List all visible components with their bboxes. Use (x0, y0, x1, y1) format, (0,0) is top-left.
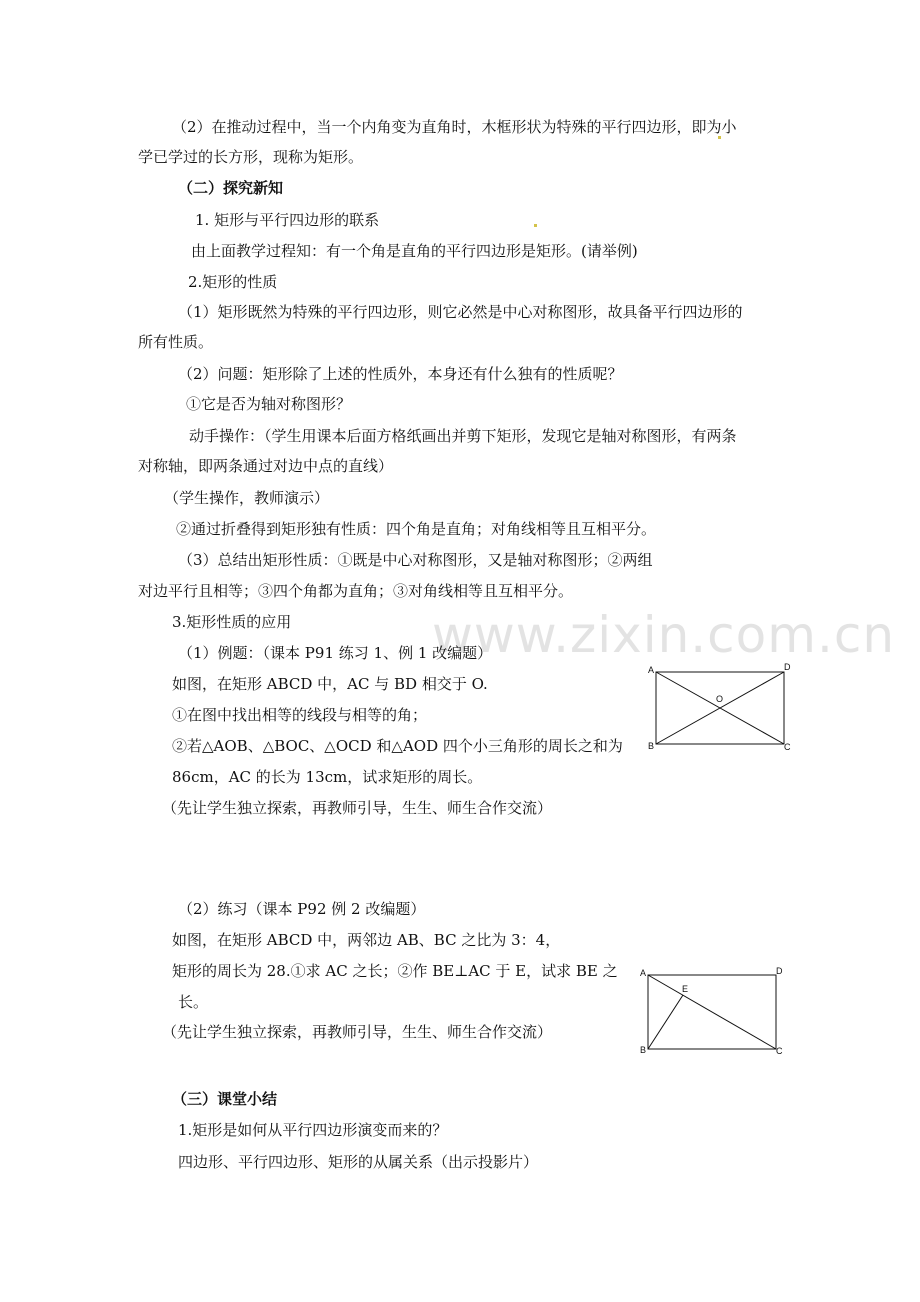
label-o: O (716, 694, 724, 704)
text-line-10: ①它是否为轴对称图形？ (186, 395, 352, 413)
label-a: A (648, 665, 655, 675)
watermark: www.zixin.com.cn (432, 606, 896, 664)
text-line-11: 动手操作：（学生用课本后面方格纸画出并剪下矩形，发现它是轴对称图形，有两条 (189, 427, 737, 445)
label-e: E (682, 984, 689, 994)
text-line-9: （2）问题：矩形除了上述的性质外，本身还有什么独有的性质呢？ (178, 365, 623, 383)
diagonal-ac (648, 975, 776, 1049)
section-heading-explore: （二）探究新知 (178, 179, 284, 197)
rectangle-diagram-1 (644, 660, 794, 756)
text-line-23: （先让学生独立探索，再教师引导，生生、师生合作交流） (162, 799, 553, 817)
text-line-7: （1）矩形既然为特殊的平行四边形，则它必然是中心对称图形，故具备平行四边形的 (178, 303, 743, 321)
text-line-20: ①在图中找出相等的线段与相等的角； (172, 706, 428, 724)
text-line-28: （先让学生独立探索，再教师引导，生生、师生合作交流） (162, 1023, 553, 1041)
text-line-26: 矩形的周长为 28.①求 AC 之长；②作 BE⊥AC 于 E，试求 BE 之 (172, 962, 618, 980)
label-c: C (784, 742, 791, 752)
text-line-4: 1. 矩形与平行四边形的联系 (195, 211, 380, 229)
text-line-8: 所有性质。 (138, 333, 214, 351)
text-line-16: 对边平行且相等；③四个角都为直角；③对角线相等且互相平分。 (138, 582, 574, 600)
text-line-22: 86cm，AC 的长为 13cm，试求矩形的周长。 (172, 768, 483, 786)
text-line-1: （2）在推动过程中，当一个内角变为直角时，木框形状为特殊的平行四边形，即为小 (172, 118, 737, 136)
label-b: B (640, 1045, 647, 1055)
text-line-17: 3.矩形性质的应用 (172, 613, 292, 631)
text-line-13: （学生操作，教师演示） (164, 489, 330, 507)
label-b: B (648, 741, 655, 751)
text-line-15: （3）总结出矩形性质：①既是中心对称图形，又是轴对称图形；②两组 (178, 551, 653, 569)
section-heading-summary: （三）课堂小结 (172, 1090, 278, 1108)
text-line-24: （2）练习（课本 P92 例 2 改编题） (178, 900, 426, 918)
text-line-21: ②若△AOB、△BOC、△OCD 和△AOD 四个小三角形的周长之和为 (172, 737, 623, 755)
text-line-18: （1）例题：（课本 P91 练习 1、例 1 改编题） (178, 644, 493, 662)
text-line-25: 如图，在矩形 ABCD 中，两邻边 AB、BC 之比为 3：4， (172, 931, 561, 949)
text-line-31: 四边形、平行四边形、矩形的从属关系（出示投影片） (178, 1153, 539, 1171)
text-line-2: 学已学过的长方形，现称为矩形。 (138, 148, 364, 166)
text-line-14: ②通过折叠得到矩形独有性质：四个角是直角；对角线相等且互相平分。 (176, 520, 657, 538)
scan-dot (718, 136, 721, 139)
segment-be (648, 995, 683, 1049)
text-line-5: 由上面教学过程知：有一个角是直角的平行四边形是矩形。(请举例) (191, 242, 638, 260)
rectangle-diagram-2 (636, 963, 788, 1055)
scan-dot (534, 224, 537, 227)
text-line-19: 如图，在矩形 ABCD 中，AC 与 BD 相交于 O. (172, 675, 488, 693)
label-a: A (640, 968, 647, 978)
text-line-6: 2.矩形的性质 (188, 273, 278, 291)
label-c: C (776, 1046, 783, 1056)
text-line-12: 对称轴，即两条通过对边中点的直线） (138, 457, 394, 475)
text-line-27: 长。 (178, 993, 209, 1011)
text-line-30: 1.矩形是如何从平行四边形演变而来的？ (178, 1121, 448, 1139)
label-d: D (776, 966, 783, 976)
label-d: D (784, 662, 791, 672)
